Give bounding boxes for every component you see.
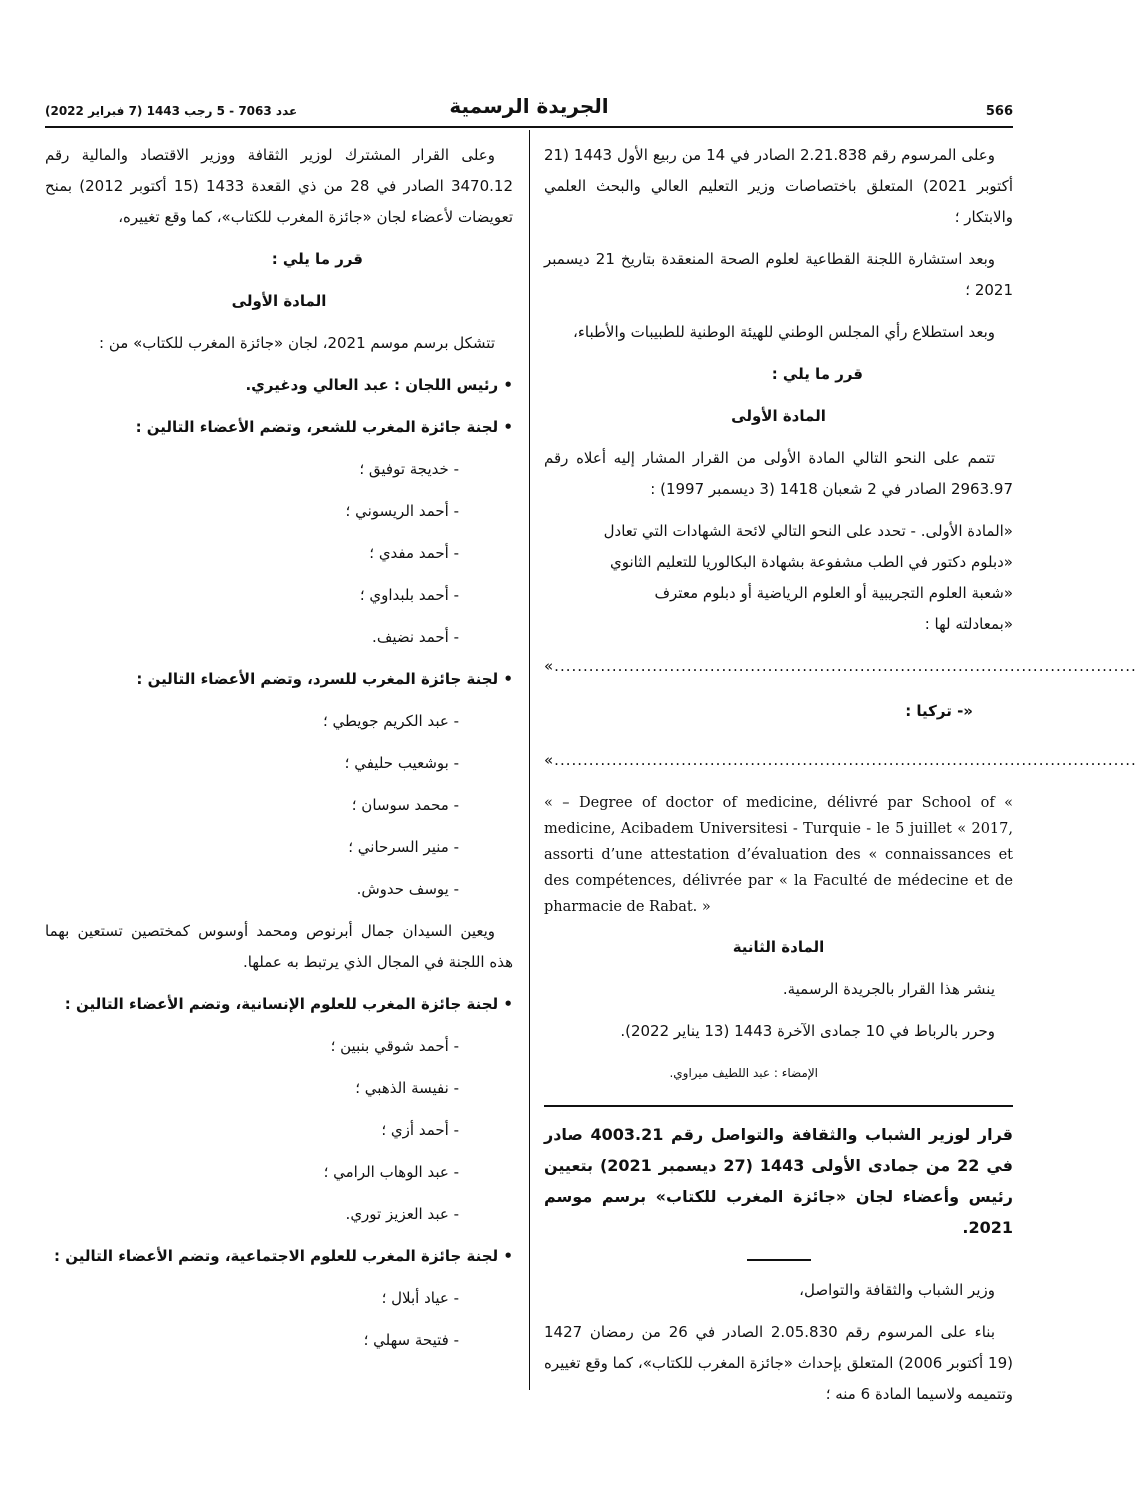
committee-member: - يوسف حدوش. xyxy=(356,880,459,898)
page-header xyxy=(45,94,1013,126)
committee-member: - أحمد أزي ؛ xyxy=(381,1121,459,1139)
section-separator xyxy=(544,1105,1013,1107)
latin-degree-text: « – Degree of doctor of medicine, délivré par School of « medicine, Acibadem Universitesi - Turquie - le 5 juillet « 2017, assorti d’une attestation d’évaluation des « connaissances et des compétences, délivrée par « la Faculté de médecine et de pharmacie de Rabat. » xyxy=(544,795,1013,915)
consultation-paragraph: وبعد استشارة اللجنة القطاعية لعلوم الصحة المنعقدة بتاريخ 21 ديسمبر 2021 ؛ xyxy=(544,250,1013,299)
joint-decree-paragraph: وعلى القرار المشترك لوزير الثقافة ووزير الاقتصاد والمالية رقم 3470.12 الصادر في 28 من ذي القعدة 1433 (15 أكتوبر 2012) بمنح تعويضات لأعضاء لجان «جائزة المغرب للكتاب»، كما وقع تغييره، xyxy=(45,146,513,226)
quoted-line: «المادة الأولى. - تحدد على النحو التالي لائحة الشهادات التي تعادل xyxy=(603,522,1013,540)
article-heading: المادة الأولى xyxy=(731,407,826,425)
article-heading: المادة الأولى xyxy=(231,292,327,310)
journal-title: الجريدة الرسمية xyxy=(449,94,609,118)
decided-heading: قرر ما يلي : xyxy=(271,250,363,268)
committee-member: - أحمد مفدي ؛ xyxy=(369,544,459,562)
date-place-paragraph: وحرر بالرباط في 10 جمادى الآخرة 1443 (13 يناير 2022). xyxy=(620,1022,995,1040)
council-opinion-paragraph: وبعد استطلاع رأي المجلس الوطني للهيئة الوطنية للطبيبات والأطباء، xyxy=(573,323,995,341)
committee-member: - فتيحة سهلي ؛ xyxy=(363,1331,459,1349)
issue-info: عدد 7063 - 5 رجب 1443 (7 فبراير 2022) xyxy=(45,104,298,118)
quoted-line: «شعبة العلوم التجريبية أو العلوم الرياضية أو دبلوم معترف xyxy=(654,584,1013,602)
humanities-committee-heading: • لجنة جائزة المغرب للعلوم الإنسانية، وتضم الأعضاء التالين : xyxy=(64,995,513,1013)
signature: الإمضاء : عبد اللطيف ميراوي. xyxy=(669,1066,818,1080)
committee-member: - أحمد شوقي بنبين ؛ xyxy=(330,1037,459,1055)
committee-member: - أحمد نضيف. xyxy=(372,628,459,646)
specialists-note: ويعين السيدان جمال أبرنوص ومحمد أوسوس كمختصين تستعين بهما هذه اللجنة في المجال الذي يرتبط به عملها. xyxy=(45,922,513,971)
amendment-paragraph: تتمم على النحو التالي المادة الأولى من القرار المشار إليه أعلاه رقم 2963.97 الصادر في 2 شعبان 1418 (3 ديسمبر 1997) : xyxy=(544,449,1013,498)
committee-member: - نفيسة الذهبي ؛ xyxy=(355,1079,459,1097)
committee-member: - بوشعيب حليفي ؛ xyxy=(344,754,459,772)
header-rule xyxy=(45,126,1013,128)
social-committee-heading: • لجنة جائزة المغرب للعلوم الاجتماعية، وتضم الأعضاء التالين : xyxy=(54,1247,513,1265)
committees-chair: • رئيس اللجان : عبد العالي ودغيري. xyxy=(245,376,513,394)
decree-ref-paragraph: وعلى المرسوم رقم 2.21.838 الصادر في 14 من ربيع الأول 1443 (21 أكتوبر 2021) المتعلق باختصاصات وزير التعليم العالي والبحث العلمي والابتكار ؛ xyxy=(544,146,1013,226)
committee-member: - عبد العزيز توري. xyxy=(345,1205,459,1223)
committee-member: - منير السرحاني ؛ xyxy=(348,838,459,856)
ellipsis-line: «..................................................................................................... xyxy=(544,751,1137,769)
committee-member: - أحمد الريسوني ؛ xyxy=(345,502,459,520)
committee-member: - عبد الوهاب الرامي ؛ xyxy=(323,1163,459,1181)
narrative-committee-heading: • لجنة جائزة المغرب للسرد، وتضم الأعضاء التالين : xyxy=(136,670,513,688)
committee-member: - أحمد بلبداوي ؛ xyxy=(359,586,459,604)
left-column xyxy=(45,140,513,1367)
decided-heading: قرر ما يلي : xyxy=(771,365,863,383)
poetry-committee-heading: • لجنة جائزة المغرب للشعر، وتضم الأعضاء التالين : xyxy=(135,418,513,436)
page-number: 566 xyxy=(985,104,1013,119)
legal-basis-paragraph: بناء على المرسوم رقم 2.05.830 الصادر في 26 من رمضان 1427 (19 أكتوبر 2006) المتعلق بإحداث «جائزة المغرب للكتاب»، كما وقع تغييره وتتميمه ولاسيما المادة 6 منه ؛ xyxy=(544,1323,1013,1403)
article-heading: المادة الثانية xyxy=(732,938,825,956)
decree-title: قرار لوزير الشباب والثقافة والتواصل رقم 4003.21 صادر في 22 من جمادى الأولى 1443 (27 ديسمبر 2021) بتعيين رئيس وأعضاء لجان «جائزة المغرب للكتاب» برسم موسم 2021. xyxy=(544,1125,1013,1237)
committees-intro: تتشكل برسم موسم 2021، لجان «جائزة المغرب للكتاب» من : xyxy=(99,334,495,352)
committee-member: - عبد الكريم جويطي ؛ xyxy=(322,712,459,730)
quoted-line: «دبلوم دكتور في الطب مشفوعة بشهادة البكالوريا للتعليم الثانوي xyxy=(610,553,1013,571)
country-heading: «- تركيا : xyxy=(905,702,973,720)
quoted-line: «بمعادلته لها : xyxy=(924,615,1013,633)
minister-line: وزير الشباب والثقافة والتواصل، xyxy=(799,1281,995,1299)
committee-member: - عياد أبلال ؛ xyxy=(381,1289,459,1307)
committee-member: - محمد سوسان ؛ xyxy=(351,796,459,814)
short-rule xyxy=(747,1259,811,1261)
quoted-article xyxy=(544,516,1013,640)
committee-member: - خديجة توفيق ؛ xyxy=(359,460,459,478)
right-column xyxy=(544,140,1137,1421)
column-divider xyxy=(529,130,530,1390)
ellipsis-line: «..................................................................................................... xyxy=(544,657,1137,675)
publication-paragraph: ينشر هذا القرار بالجريدة الرسمية. xyxy=(782,980,995,998)
